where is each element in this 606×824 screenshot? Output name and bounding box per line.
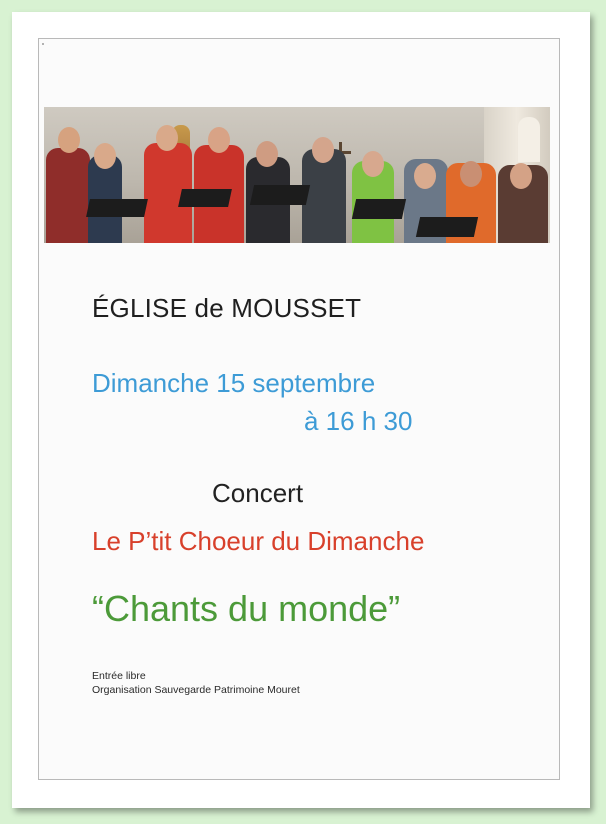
organizer-line: Organisation Sauvegarde Patrimoine Mouret: [92, 684, 300, 696]
event-type: Concert: [212, 478, 304, 508]
event-time: à 16 h 30: [304, 406, 413, 436]
entry-note: Entrée libre: [92, 670, 146, 682]
venue-title: ÉGLISE de MOUSSET: [92, 293, 362, 323]
event-date: Dimanche 15 septembre: [92, 368, 376, 398]
paper-speck: [42, 43, 44, 45]
choir-name: Le P’tit Choeur du Dimanche: [92, 526, 425, 556]
program-title: “Chants du monde”: [92, 588, 401, 629]
choir-photo: [44, 107, 550, 243]
